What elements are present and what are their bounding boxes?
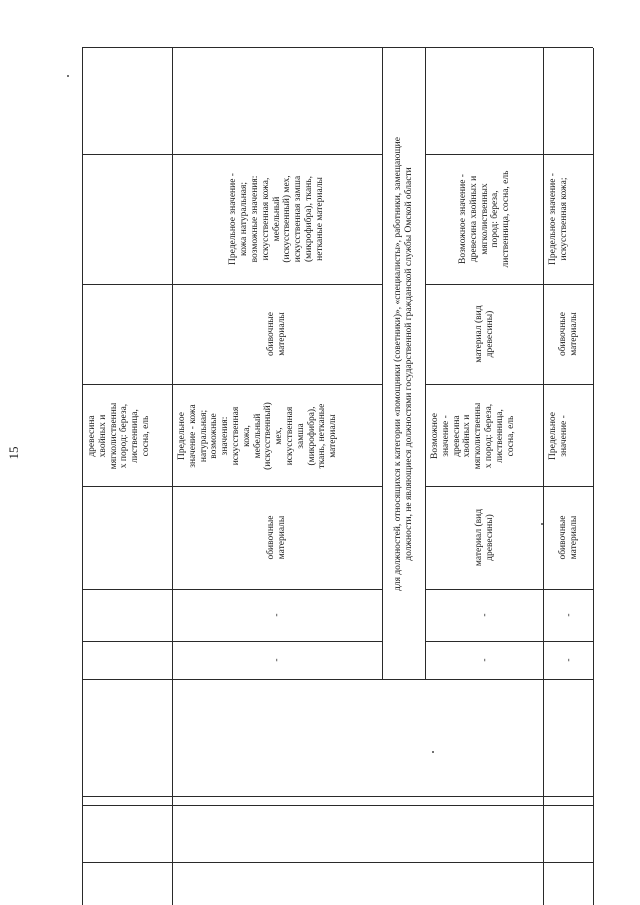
table-cell bbox=[545, 285, 593, 383]
section-heading bbox=[384, 50, 424, 678]
table-cell bbox=[174, 642, 380, 678]
row-divider bbox=[543, 48, 544, 905]
table-cell bbox=[545, 487, 593, 588]
cell-text: Возможное значение - древесина хвойных и мягколиственны х пород: береза, лиственница, сосна, ель bbox=[430, 402, 516, 470]
table-cell bbox=[84, 387, 170, 485]
cell-text: - bbox=[479, 658, 490, 662]
cell-text: обивочные материалы bbox=[266, 515, 287, 560]
table-cell bbox=[427, 487, 543, 588]
cell-text: обивочные материалы bbox=[266, 311, 287, 357]
scan-speck bbox=[541, 523, 543, 525]
column-divider bbox=[82, 384, 382, 385]
column-divider bbox=[82, 796, 593, 797]
row-divider bbox=[425, 48, 426, 680]
scan-speck bbox=[432, 751, 434, 753]
cell-text: материал (вид древесины) bbox=[474, 305, 495, 363]
cell-text: обивочные материалы bbox=[558, 515, 579, 560]
table-border-bottom bbox=[593, 48, 594, 905]
table-cell bbox=[427, 590, 543, 640]
row-divider bbox=[382, 48, 383, 680]
table-border-top bbox=[82, 48, 83, 905]
cell-text: материал (вид древесины) bbox=[474, 508, 495, 567]
table-cell bbox=[545, 387, 593, 485]
scan-speck bbox=[67, 75, 69, 77]
cell-text: - bbox=[479, 613, 490, 617]
table-cell bbox=[545, 590, 593, 640]
table-cell bbox=[545, 642, 593, 678]
table-cell bbox=[174, 590, 380, 640]
row-divider bbox=[172, 48, 173, 905]
cell-text: - bbox=[563, 613, 574, 617]
column-divider bbox=[82, 679, 593, 680]
table-cell bbox=[427, 387, 543, 485]
table-cell bbox=[174, 155, 380, 283]
table-border-right bbox=[82, 47, 593, 48]
table-cell bbox=[174, 387, 380, 485]
column-divider bbox=[82, 862, 593, 863]
cell-text: Предельное значение - кожа натуральная; возможные значения: искусственная кожа, мебельный (искусственный) мех, искусственная замша (микрофибра), ткань, нетканые материалы bbox=[177, 402, 339, 470]
section-heading-text: для должностей, относящихся к категории «помощники (советники)», «специалисты», работники, замещающие должности, не являющиеся должностями государственной гражданской службы Омской области bbox=[393, 137, 414, 591]
column-divider bbox=[82, 805, 593, 806]
table-cell bbox=[545, 155, 593, 283]
table-cell bbox=[174, 487, 380, 588]
cell-text: - bbox=[271, 613, 282, 617]
column-divider bbox=[425, 384, 593, 385]
table-cell bbox=[174, 285, 380, 383]
cell-text: древесина хвойных и мягколиственны х пород: береза, лиственница, сосна, ель bbox=[87, 402, 151, 470]
cell-text: Возможное значение - древесина хвойных и мягколиственных пород: береза, лиственница, сосна, ель bbox=[458, 170, 512, 268]
cell-text: обивочные материалы bbox=[558, 311, 579, 357]
cell-text: Предельное значение - кожа натуральная; возможные значения: искусственная кожа, мебельный (искусственный) мех, искусственная замша (микрофибра), ткань, нетканые материалы bbox=[228, 173, 325, 265]
cell-text: - bbox=[271, 658, 282, 662]
cell-text: - bbox=[563, 658, 574, 662]
cell-text: Предельное значение - искусственная кожа; bbox=[548, 173, 569, 265]
table-cell bbox=[427, 642, 543, 678]
table-cell bbox=[427, 285, 543, 383]
cell-text: Предельное значение - bbox=[548, 412, 569, 460]
page-number: 15 bbox=[6, 446, 21, 460]
table-cell bbox=[427, 155, 543, 283]
